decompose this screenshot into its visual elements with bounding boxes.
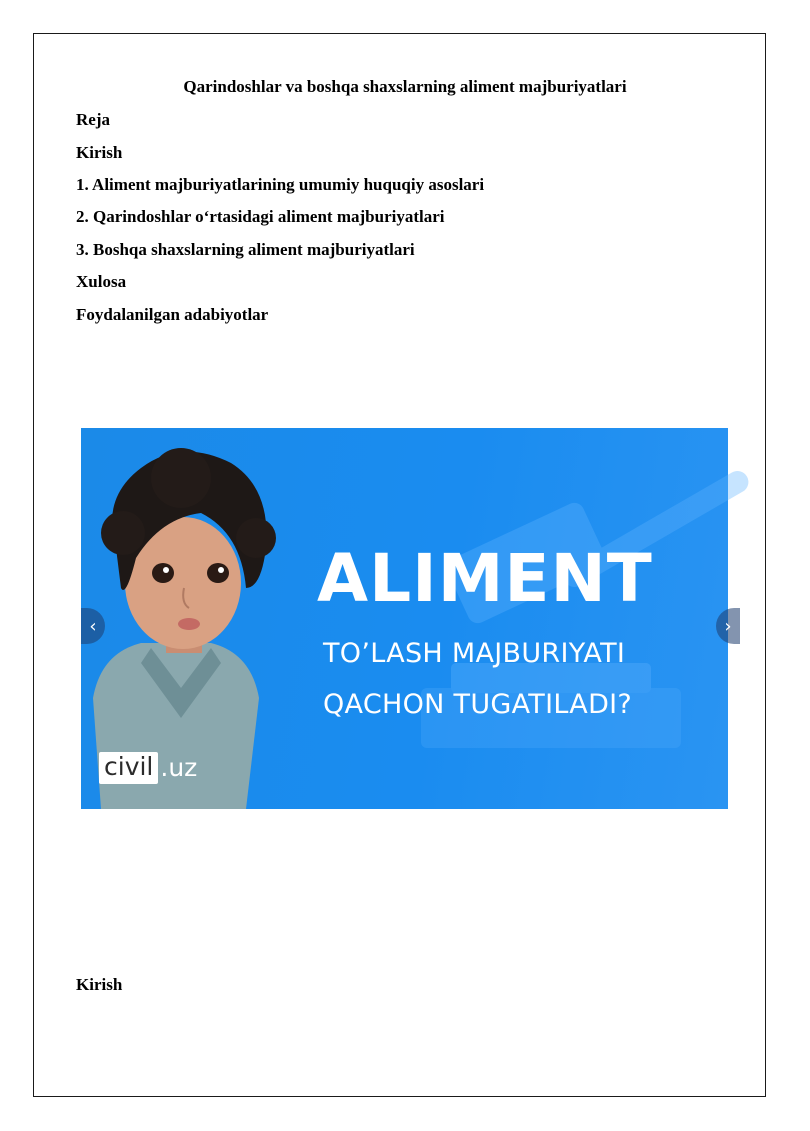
chevron-left-icon: ‹ [89, 615, 97, 637]
banner-headline: ALIMENT [317, 540, 653, 617]
banner-subline-1: TO’LASH MAJBURIYATI [323, 638, 626, 669]
logo-civil-text: civil [99, 752, 158, 784]
plan-item-1: 1. Aliment majburiyatlarining umumiy huquqiy asoslari [76, 175, 485, 194]
banner-subline-2: QACHON TUGATILADI? [323, 689, 633, 720]
plan-item-2: 2. Qarindoshlar o‘rtasidagi aliment majburiyatlari [76, 207, 445, 226]
section-heading-intro: Kirish [76, 975, 123, 994]
plan-heading: Reja [76, 110, 110, 129]
document-title: Qarindoshlar va boshqa shaxslarning aliment majburiyatlari [183, 77, 627, 96]
banner-image [81, 428, 732, 809]
civil-uz-logo [99, 751, 197, 785]
plan-item-intro: Kirish [76, 143, 123, 162]
plan-item-conclusion: Xulosa [76, 272, 127, 291]
logo-domain-text: .uz [160, 753, 198, 783]
plan-item-3: 3. Boshqa shaxslarning aliment majburiyatlari [76, 240, 415, 259]
chevron-right-icon: › [724, 615, 732, 637]
plan-item-references: Foydalanilgan adabiyotlar [76, 305, 269, 324]
